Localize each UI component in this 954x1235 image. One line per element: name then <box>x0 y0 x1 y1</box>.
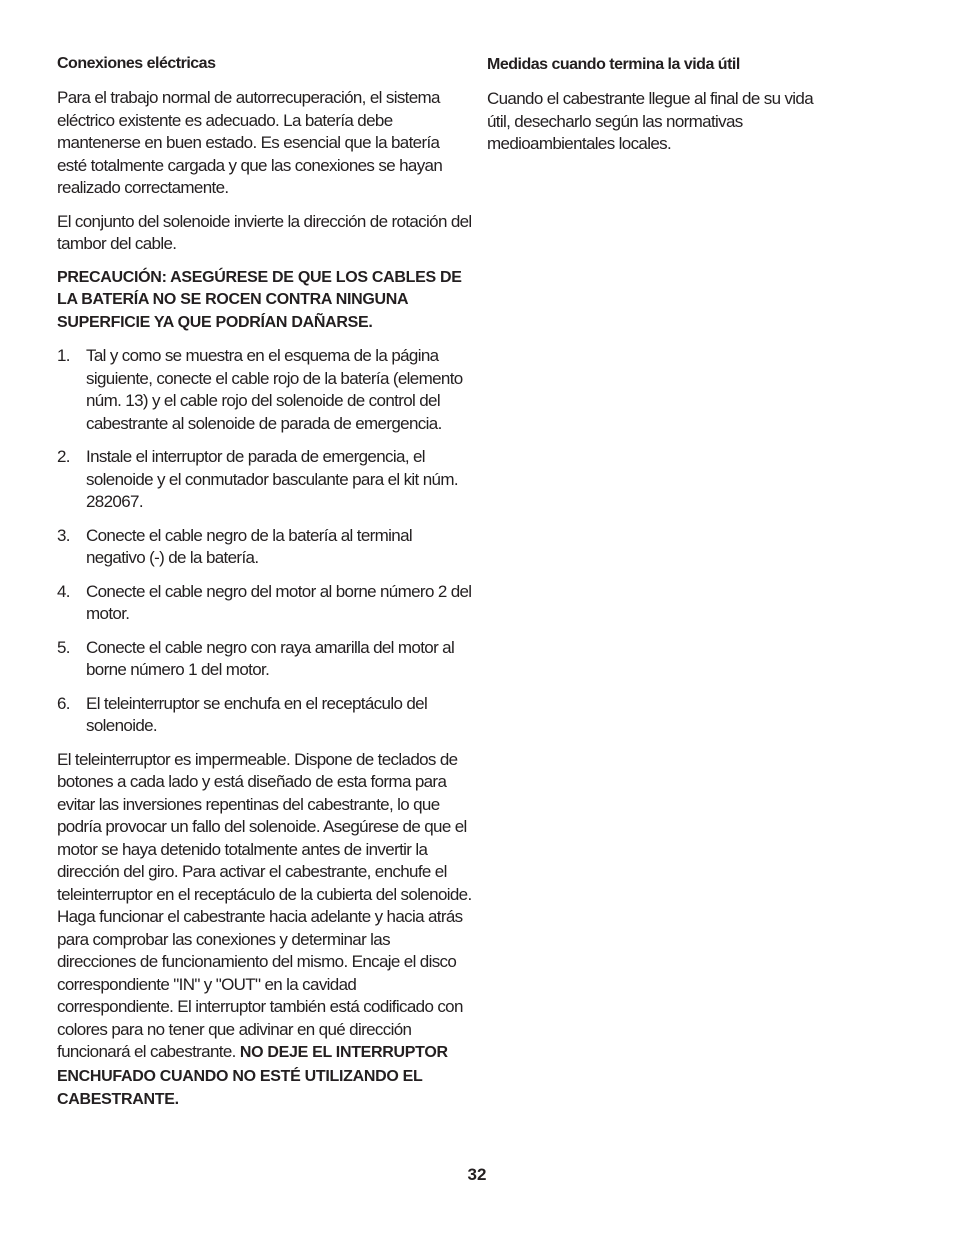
step-number: 3. <box>57 525 70 545</box>
list-item <box>57 345 472 435</box>
step-number: 6. <box>57 693 70 713</box>
step-text: Conecte el cable negro del motor al borne número 2 del motor. <box>86 581 472 623</box>
step-text: Instale el interruptor de parada de emergencia, el solenoide y el conmutador basculante para el kit núm. 282067. <box>86 447 458 511</box>
closing-paragraph-text: El teleinterruptor es impermeable. Dispone de teclados de botones a cada lado y está diseñado de esta forma para evitar las inversiones repentinas del cabestrante, lo que podría provocar un fallo del solenoide. Asegúrese de que el motor se haya detenido totalmente antes de invertir la dirección del giro. Para activar el cabestrante, enchufe el teleinterruptor en el receptáculo de la cubierta del solenoide. Haga funcionar el cabestrante hacia adelante y hacia atrás para comprobar las conexiones y determinar las direcciones de funcionamiento del mismo. Encaje el disco correspondiente "IN" y "OUT" en la cavidad correspondiente. El interruptor también está codificado con colores para no tener que adivinar en qué dirección funcionará el cabestrante. <box>57 749 472 1061</box>
page-number: 32 <box>467 1165 487 1184</box>
caution-notice: PRECAUCIÓN: ASEGÚRESE DE QUE LOS CABLES DE LA BATERÍA NO SE ROCEN CONTRA NINGUNA SUPERFICIE YA QUE PODRÍAN DAÑARSE. <box>57 268 462 331</box>
step-number: 2. <box>57 447 70 466</box>
intro-paragraph: Para el trabajo normal de autorrecuperación, el sistema eléctrico existente es adecuado. La batería debe mantenerse en buen estado. Es esencial que la batería esté totalmente cargada y que las conexiones se hayan realizado correctamente. <box>57 88 443 197</box>
step-text: El teleinterruptor se enchufa en el receptáculo del solenoide. <box>86 693 428 735</box>
step-number: 1. <box>57 346 70 365</box>
section-heading-electrical-connections: Conexiones eléctricas <box>57 55 216 72</box>
list-item <box>57 637 472 682</box>
section-heading-end-of-life: Medidas cuando termina la vida útil <box>487 56 740 73</box>
list-item <box>57 446 472 514</box>
installation-steps-list <box>57 345 472 738</box>
end-of-life-paragraph: Cuando el cabestrante llegue al final de su vida útil, desecharlo según las normativas medioambientales locales. <box>487 89 814 153</box>
left-column <box>57 53 472 1123</box>
step-number: 4. <box>57 581 70 601</box>
closing-paragraph <box>57 749 472 1112</box>
step-text: Conecte el cable negro con raya amarilla del motor al borne número 1 del motor. <box>86 637 455 679</box>
right-column <box>487 54 832 167</box>
list-item <box>57 693 472 738</box>
list-item <box>57 581 472 626</box>
step-text: Tal y como se muestra en el esquema de la página siguiente, conecte el cable rojo de la batería (elemento núm. 13) y el cable rojo del solenoide de control del cabestrante al solenoide de parada de emergencia. <box>86 346 463 433</box>
intro-paragraph: El conjunto del solenoide invierte la dirección de rotación del tambor del cable. <box>57 211 472 253</box>
closing-warning: NO DEJE EL INTERRUPTOR ENCHUFADO CUANDO NO ESTÉ UTILIZANDO EL CABESTRANTE. <box>57 1044 448 1108</box>
list-item <box>57 525 472 570</box>
step-text: Conecte el cable negro de la batería al terminal negativo (-) de la batería. <box>86 525 413 567</box>
step-number: 5. <box>57 637 70 657</box>
